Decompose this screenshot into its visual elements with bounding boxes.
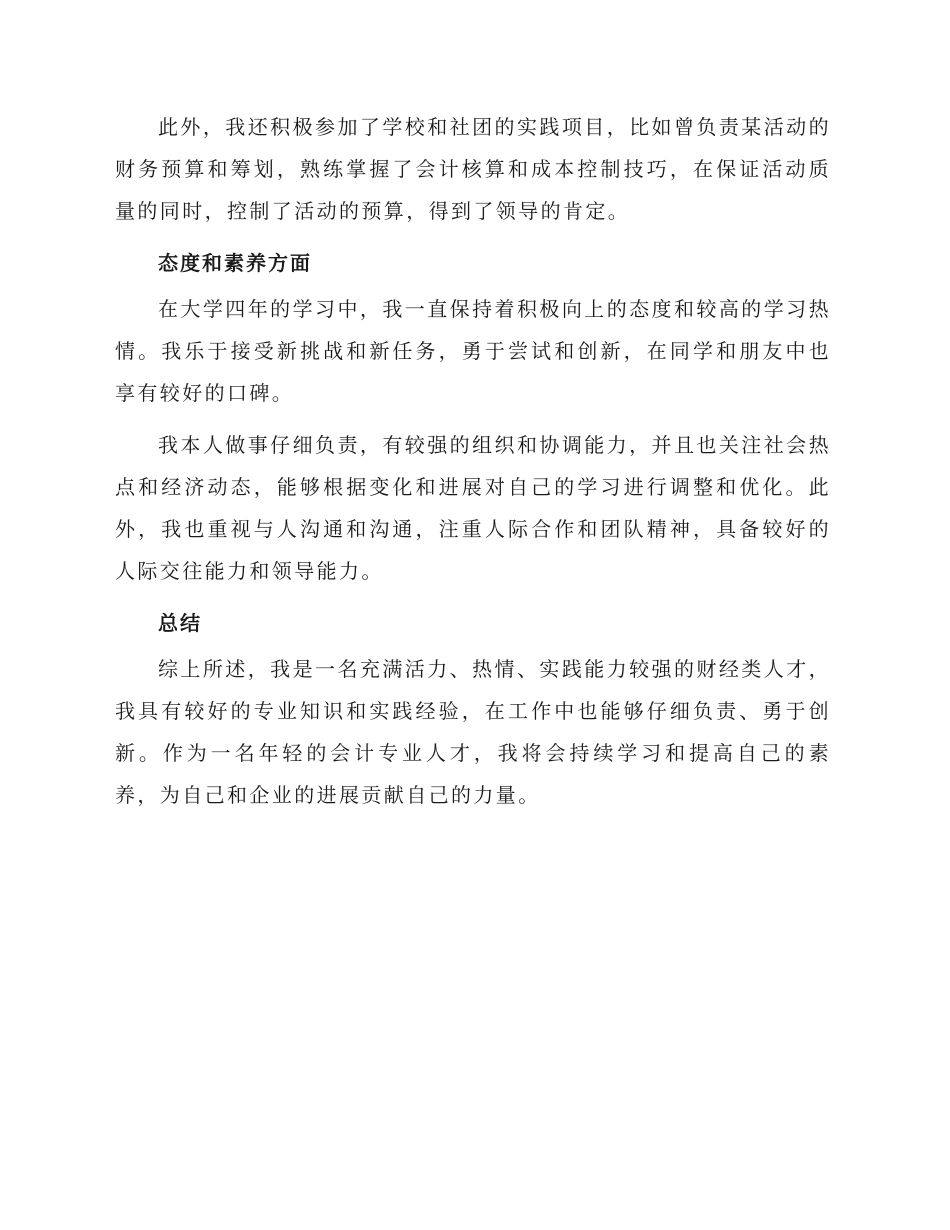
heading-summary: 总结 [158,611,202,635]
document-page [115,106,831,826]
paragraph-attitude: 在大学四年的学习中，我一直保持着积极向上的态度和较高的学习热情。我乐于接受新挑战和新任务，勇于尝试和创新，在同学和朋友中也享有较好的口碑。 [115,297,831,405]
paragraph-character: 我本人做事仔细负责，有较强的组织和协调能力，并且也关注社会热点和经济动态，能够根据变化和进展对自己的学习进行调整和优化。此外，我也重视与人沟通和沟通，注重人际合作和团队精神，具备较好的人际交往能力和领导能力。 [115,433,831,583]
paragraph-practice: 此外，我还积极参加了学校和社团的实践项目，比如曾负责某活动的财务预算和筹划，熟练掌握了会计核算和成本控制技巧，在保证活动质量的同时，控制了活动的预算，得到了领导的肯定。 [115,115,831,223]
paragraph-summary: 综上所述，我是一名充满活力、热情、实践能力较强的财经类人才，我具有较好的专业知识和实践经验，在工作中也能够仔细负责、勇于创新。作为一名年轻的会计专业人才，我将会持续学习和提高自己的素养，为自己和企业的进展贡献自己的力量。 [115,657,831,807]
heading-attitude: 态度和素养方面 [158,251,312,275]
